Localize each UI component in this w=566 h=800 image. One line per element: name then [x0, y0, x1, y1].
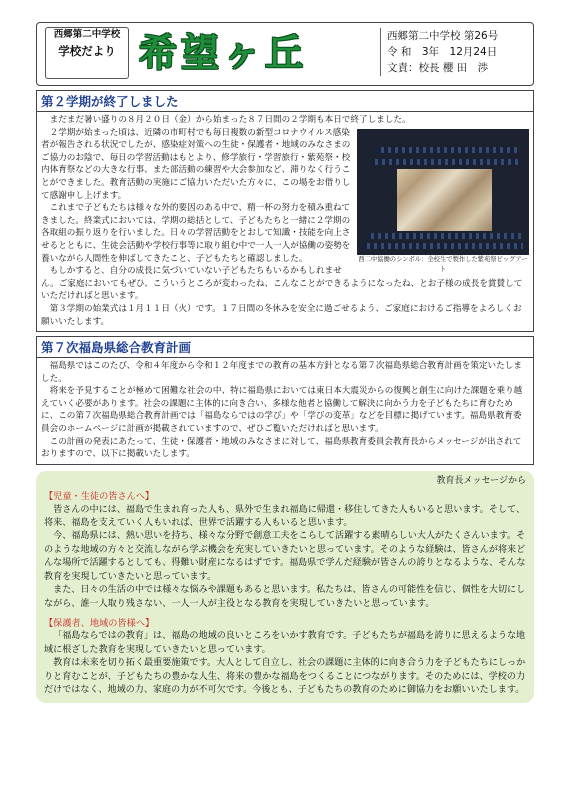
- section-title-education-plan: 第７次福島県総合教育計画: [36, 336, 534, 358]
- masthead-header: [36, 22, 534, 86]
- school-label-box: [45, 27, 129, 79]
- paragraph: 将来を予見することが極めて困難な社会の中、特に福島県においては東日本大震災からの復興と創生に向けた課題を乗り越えていく必要があります。社会の課題に主体的に向き合い、多様な他者と協働して解決に向かう力を子どもたちに育むために、この第７次福島県総合教育計画では「福島ならではの学び」や「学びの変革」などを目標に掲げています。福島県教育委員会のホームページに計画が掲載されていますので、ぜひご覧いただければと思います。: [41, 386, 523, 435]
- section-term-end: [36, 112, 534, 332]
- photo-figure: [357, 129, 529, 275]
- paragraph: この計画の発表にあたって、生徒・保護者・地域のみなさまに対して、福島県教育委員会教育長からメッセージが出されておりますので、以下に掲載いたします。: [41, 436, 522, 460]
- masthead-title: 希望ヶ丘: [139, 31, 308, 75]
- paragraph: これまで子どもたちは様々な外的要因のある中で、精一杯の努力を積み重ねてきました。終業式においては、学期の総括として、子どもたちと一緒に２学期の各取組の振り返りを行いました。日々の学習活動をとおして知識・技能を向上させるとともに、生徒会活動や学校行事等に取り組む中で一人一人が協働の姿勢を養いながら人間性を伸ばしてきたこと、子どもたちと確認しました。: [41, 203, 351, 264]
- paragraph: 第３学期の始業式は１月１１日（火）です。１７日間の冬休みを安全に過ごせるよう、ご家庭におけるご指導をよろしくお願いいたします。: [41, 303, 522, 327]
- paragraph: 今、福島県には、熱い思いを持ち、様々な分野で創意工夫をこらして活躍する素晴らしい大人がたくさんいます。そのような地域の方々と交流しながら学ぶ機会を充実していきたいと思っています。そのような経験は、皆さんが将来どんな場所で活躍するとしても、得難い財産になるはずです。福島県で学んだ経験が皆さんの誇りとなるような、そんな教育を実現していきたいと思っています。: [44, 531, 526, 582]
- superintendent-message: [36, 471, 534, 704]
- paragraph: 教育は未来を切り拓く最重要施策です。大人として自立し、社会の課題に主体的に向き合う力を子どもたちにしっかりと育むことが、子どもたちの豊かな人生、将来の豊かな福島をつくることにつながります。そのためには、学校の力だけではなく、地域の力、家庭の力が不可欠です。今後とも、子どもたちの教育のために御協力をお願いいたします。: [44, 658, 526, 695]
- paragraph: 福島県ではこのたび、令和４年度から令和１２年度までの教育の基本方針となる第７次福島県総合教育計画を策定いたしました。: [41, 361, 522, 384]
- issue-number: 西郷第二中学校 第26号: [387, 30, 499, 42]
- message-heading-students: 【児童・生徒の皆さんへ】: [44, 491, 155, 503]
- newsletter-page: [36, 22, 534, 703]
- section-title-term-end: 第２学期が終了しました: [36, 90, 534, 112]
- issue-author: 文責：校長 櫻 田 渉: [387, 62, 489, 74]
- section-education-plan: [36, 358, 534, 465]
- paragraph: もしかすると、自分の成長に気づいていない子どもたちもいるかもしれません。ご家庭においてもぜひ、こういうところが変わったね、こんなことができるようになったね、とお子様の成長を賞賛していただければと思います。: [41, 266, 523, 302]
- school-name: 西郷第二中学校: [53, 29, 121, 40]
- group-photo: [357, 129, 529, 255]
- issue-date: 令 和 3年 12月24日: [387, 46, 498, 58]
- paragraph: ２学期が始まった頃は、近隣の市町村でも毎日複数の新型コロナウイルス感染者が報告される状況でしたが、感染症対策への生徒・保護者・地域のみなさまのご協力のお陰で、毎日の学習活動はもとより、修学旅行・学習旅行・紫苑祭・校内体育祭などの大きな行事、また部活動の練習や大会参加など、滞りなく行うことができました。教育活動の実施にご協力いただいた方々に、この場をお借りして感謝申し上げます。: [41, 127, 351, 201]
- paragraph: また、日々の生活の中では様々な悩みや課題もあると思います。私たちは、皆さんの可能性を信じ、個性を大切にしながら、誰一人取り残さない、一人一人が主役となる教育を実現していきたいと思っています。: [44, 585, 526, 609]
- paragraph: まだまだ暑い盛りの８月２０日（金）から始まった８７日間の２学期も本日で終了しました。: [49, 115, 411, 125]
- paragraph: 「福島ならではの教育」は、福島の地域の良いところをいかす教育です。子どもたちが福島を誇りに思えるような地域に根ざした教育を実現していきたいと思っています。: [44, 631, 526, 655]
- message-heading-parents: 【保護者、地域の皆様へ】: [44, 617, 155, 629]
- message-source: 教育長メッセージから: [436, 475, 526, 486]
- issue-info: [380, 28, 527, 76]
- newsletter-label: 学校だより: [58, 44, 116, 58]
- paragraph: 皆さんの中には、福島で生まれ育った人も、県外で生まれ福島に帰還・移住してきた人もいると思います。そして、将来、福島を支えていく人もいれば、世界で活躍する人もいると思います。: [44, 504, 526, 529]
- photo-caption: 西二中協働のシンボル：全校生で製作した紫苑祭ビッグアート: [358, 255, 528, 273]
